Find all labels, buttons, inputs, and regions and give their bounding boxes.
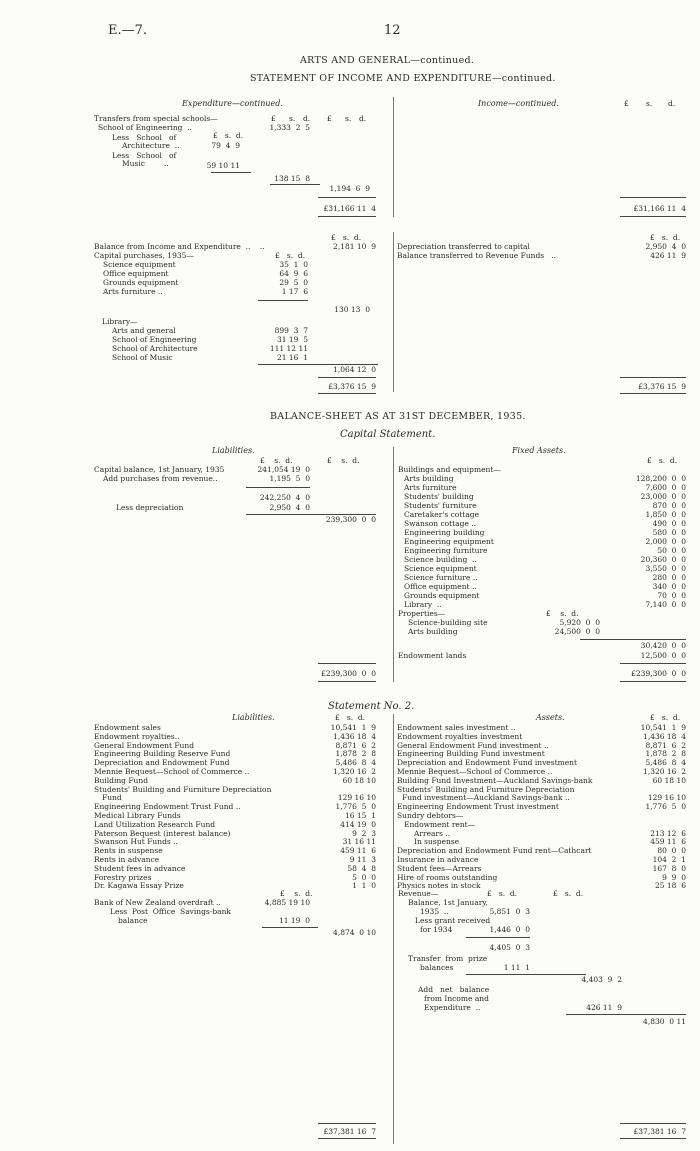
s2-liab-row-label: General Endowment Fund	[94, 740, 195, 750]
s2-liab-row-value: 1,320 16 2	[333, 767, 376, 776]
fixed-asset-label: Science building ..	[404, 555, 477, 564]
col-shilling: s.	[289, 114, 296, 123]
cap-item-value: 1 17 6	[281, 287, 308, 296]
property-label: Science-building site	[408, 618, 488, 627]
capital-left-total: £239,300 0 0	[321, 669, 376, 678]
less-grant-1: Less grant received	[415, 916, 491, 925]
transfer-2: balances	[420, 963, 454, 972]
fixed-asset-value: 340 0 0	[652, 582, 686, 591]
less-dep-label: Less depreciation	[116, 503, 184, 512]
app-left-row-label: Capital purchases, 1935—	[94, 251, 194, 260]
s2-liab-row-value: 5 0 0	[352, 872, 376, 882]
s2-liab-row-value: 9 2 3	[352, 828, 376, 838]
cap-balance-label: Capital balance, 1st January, 1935	[94, 465, 225, 474]
fixed-asset-value: 7,140 0 0	[645, 600, 686, 609]
capital-purchases-total: 130 13 0	[334, 305, 370, 314]
s2-asset-row-label: Engineering Endowment Trust investment	[397, 802, 559, 812]
income-total: £31,166 11 4	[633, 204, 686, 213]
appropriation-left-total: £3,376 15 9	[328, 382, 376, 391]
lib-item-value: 31 19 5	[276, 335, 308, 344]
s2-asset-row-value: 10,541 1 9	[640, 723, 686, 732]
endowment-lands-label: Endowment lands	[398, 651, 467, 660]
s2-liab-row-label: Land Utilization Research Fund	[94, 819, 216, 829]
s2-liab-row-value: 58 4 8	[347, 863, 376, 873]
fixed-asset-value: 580 0 0	[652, 528, 686, 537]
cap-balance-value: 241,054 19 0	[257, 465, 310, 474]
s2-liab-row-label: Engineering Endowment Trust Fund ..	[94, 802, 241, 812]
capital-right-total: £239,300 0 0	[631, 669, 686, 678]
revenue-total: 4,830 0 11	[643, 1017, 686, 1026]
fixed-asset-value: 7,600 0 0	[645, 483, 686, 492]
s2-asset-row-value: 9 9 0	[662, 872, 686, 882]
s2-liab-row-label: Swanson Hut Funds ..	[94, 837, 178, 847]
net-bank: 4,874 0 10	[333, 928, 376, 937]
s2-asset-row-value: 60 18 10	[652, 775, 686, 785]
fixed-asset-label: Grounds equipment	[404, 591, 480, 600]
s2-liab-row-value: 1,776 5 0	[335, 802, 376, 812]
cap-liab-heading: Liabilities.	[212, 446, 255, 455]
bal-jan-1: Balance, 1st January,	[408, 898, 488, 907]
properties-label: Properties—	[398, 609, 446, 618]
s2-liab-heading: Liabilities.	[232, 713, 275, 722]
cap-item-value: 29 5 0	[279, 278, 308, 287]
less-arch-2: Architecture ..	[122, 141, 180, 150]
section-title: ARTS AND GENERAL—continued.	[300, 55, 475, 66]
revenue-sub2: 4,403 9 2	[581, 975, 622, 984]
transfer-value: 1 11 1	[503, 963, 530, 972]
balance-sheet-title: BALANCE-SHEET AS AT 31ST DECEMBER, 1935.	[270, 411, 526, 422]
cap-item-label: Office equipment	[103, 269, 169, 278]
fixed-asset-value: 870 0 0	[652, 501, 686, 510]
s2-liab-row-label: Endowment sales	[94, 723, 161, 732]
s2-asset-row-label: Student fees—Arrears	[397, 863, 482, 873]
eng-label: School of Engineering ..	[98, 123, 193, 132]
s2-liab-row-value: 10,541 1 9	[330, 723, 376, 732]
fixed-asset-value: 280 0 0	[652, 573, 686, 582]
s2-liab-row-label: Dr. Kagawa Essay Prize	[94, 881, 184, 891]
property-value: 24,500 0 0	[554, 627, 600, 636]
fixed-asset-label: Office equipment ..	[404, 582, 477, 591]
s2-asset-row-label: Sundry debtors—	[397, 811, 464, 820]
app-right-row-label: Balance transferred to Revenue Funds ..	[397, 251, 557, 260]
cap-item-label: Grounds equipment	[103, 278, 179, 287]
fixed-asset-value: 20,360 0 0	[640, 555, 686, 564]
add-net-2: from Income and	[424, 994, 489, 1003]
s2-asset-row-label: Endowment rent—	[404, 819, 476, 829]
page-number: 12	[384, 23, 401, 38]
lib-item-value: 21 16 1	[276, 353, 308, 362]
fixed-asset-value: 128,200 0 0	[635, 474, 686, 483]
net-value: 1,194 6 9	[329, 184, 370, 193]
cap-net: 239,300 0 0	[325, 515, 376, 524]
buildings-label: Buildings and equipment—	[398, 465, 501, 474]
s2-asset-row-value: 8,871 6 2	[645, 740, 686, 750]
s2-asset-row-value: 104 2 1	[652, 855, 686, 864]
exp-total: £31,166 11 4	[323, 204, 376, 213]
fixed-asset-label: Science equipment	[404, 564, 477, 573]
s2-asset-row-label: Building Fund Investment—Auckland Savings-bank	[397, 775, 593, 785]
less-grant-value: 1,446 0 0	[489, 925, 530, 934]
bank-label: Bank of New Zealand overdraft ..	[94, 898, 221, 907]
lib-item-value: 899 3 7	[274, 326, 308, 335]
fixed-asset-label: Science furniture ..	[404, 573, 478, 582]
s2-asset-row-value: 1,436 18 4	[643, 731, 686, 741]
app-right-row-label: Depreciation transferred to capital	[397, 242, 530, 251]
transfers-label: Transfers from special schools—	[94, 114, 218, 123]
s2-liab-row-label: Endowment royalties..	[94, 731, 180, 741]
lib-item-label: School of Music	[112, 353, 173, 362]
transfer-1: Transfer from prize	[408, 954, 488, 963]
property-value: 5,920 0 0	[559, 618, 600, 627]
s2-liab-row-label: Rents in suspense	[94, 846, 163, 856]
s2-liab-row-value: 5,486 8 4	[335, 758, 376, 768]
s2-liab-row-value: 1,436 18 4	[333, 731, 376, 741]
property-label: Arts building	[408, 627, 458, 636]
s2-liab-row-value: 8,871 6 2	[335, 740, 376, 750]
s2-asset-row-value: 80 0 0	[657, 846, 686, 856]
less-music-1: Less School of	[112, 151, 177, 160]
app-right-row-value: 2,950 4 0	[645, 242, 686, 251]
s2-liab-row-label: Building Fund	[94, 775, 149, 785]
fixed-asset-value: 50 0 0	[657, 546, 686, 555]
fixed-assets-heading: Fixed Assets.	[512, 446, 566, 455]
s2-asset-row-value: 25 18 6	[654, 881, 686, 891]
s2-assets-total: £37,381 16 7	[633, 1127, 686, 1136]
lib-item-value: 111 12 11	[269, 344, 308, 353]
bal-jan-2: 1935 ..	[420, 907, 449, 916]
s2-liab-row-label: Paterson Bequest (interest balance)	[94, 828, 231, 838]
s2-asset-row-label: Physics notes in stock	[397, 881, 481, 891]
s2-asset-row-label: In suspense	[414, 837, 460, 847]
s2-liab-row-value: 9 11 3	[349, 855, 376, 864]
appropriation-right-total: £3,376 15 9	[638, 382, 686, 391]
s2-liab-row-label: Mennie Bequest—School of Commerce ..	[94, 767, 250, 776]
add-purchases-label: Add purchases from revenue..	[103, 474, 218, 483]
s2-asset-row-value: 459 11 6	[650, 837, 686, 847]
lib-item-label: Arts and general	[112, 326, 176, 335]
s2-asset-row-value: 1,320 16 2	[643, 767, 686, 776]
s2-liab-row-value: 414 19 0	[340, 819, 376, 829]
fixed-asset-label: Caretaker's cottage	[404, 510, 480, 519]
library-total: 1,064 12 0	[333, 365, 376, 374]
less-post-value: 11 19 0	[278, 916, 310, 925]
fixed-asset-label: Students' building	[404, 492, 474, 501]
arch-value: 79 4 9	[211, 141, 240, 150]
s2-liab-row-label: Students' Building and Furniture Depreciation	[94, 784, 272, 794]
s2-asset-row-value: 1,878 2 8	[645, 749, 686, 759]
s2-asset-row-label: Endowment sales investment ..	[397, 723, 516, 732]
s2-liab-row-value: 60 18 10	[342, 775, 376, 785]
eng-value: 1,333 2 5	[269, 123, 310, 132]
app-left-row-label: Balance from Income and Expenditure .. ..	[94, 242, 265, 251]
cap-item-value: 64 9 6	[279, 269, 308, 278]
lib-item-label: School of Engineering	[112, 335, 197, 344]
music-value: 59 10 11	[206, 161, 240, 170]
fixed-asset-value: 70 0 0	[657, 591, 686, 600]
s2-liab-row-label: Forestry prizes	[94, 872, 152, 882]
s2-asset-row-value: 129 16 10	[647, 793, 686, 803]
fixed-asset-label: Library ..	[404, 600, 442, 609]
expenditure-heading: Expenditure—continued.	[182, 99, 283, 108]
fixed-asset-label: Swanson cottage ..	[404, 519, 477, 528]
revenue-sub1: 4,405 0 3	[489, 943, 530, 952]
cap-item-label: Science equipment	[103, 260, 176, 269]
s2-liab-row-label: Engineering Building Reserve Fund	[94, 749, 231, 759]
s2-asset-row-label: Depreciation and Endowment Fund rent—Cathcart	[397, 846, 592, 856]
s2-asset-row-label: Depreciation and Endowment Fund investment	[397, 758, 578, 768]
s2-asset-row-label: General Endowment Fund investment ..	[397, 740, 549, 750]
fixed-asset-value: 23,000 0 0	[640, 492, 686, 501]
cap-item-value: 35 1 0	[279, 260, 308, 269]
income-heading: Income—continued.	[478, 99, 559, 108]
less-arch-1: Less School of	[112, 133, 177, 142]
add-net-1: Add net balance	[418, 985, 490, 994]
fixed-asset-value: 490 0 0	[652, 519, 686, 528]
fixed-asset-label: Arts building	[404, 474, 454, 483]
less-grant-2: for 1934	[420, 925, 453, 934]
fixed-asset-value: 1,850 0 0	[645, 510, 686, 519]
s2-assets-heading: Assets.	[536, 713, 565, 722]
less-post-2: balance	[118, 916, 148, 925]
col-pence: d.	[303, 114, 311, 123]
s2-liab-row-label: Medical Library Funds	[94, 811, 181, 820]
capital-statement-title: Capital Statement.	[340, 429, 436, 440]
s2-liab-row-label: Rents in advance	[94, 855, 160, 864]
s2-liab-row-value: 459 11 6	[340, 846, 376, 856]
less-music-2: Music ..	[122, 159, 169, 168]
s2-asset-row-label: Students' Building and Furniture Depreciation	[397, 784, 575, 794]
app-left-row-value: 2,181 10 9	[333, 242, 376, 251]
fixed-asset-value: 2,000 0 0	[645, 537, 686, 546]
s2-asset-row-label: Endowment royalties investment	[397, 731, 523, 741]
add-net-value: 426 11 9	[586, 1003, 622, 1012]
s2-liab-row-label: Fund	[102, 793, 122, 803]
s2-asset-row-label: Insurance in advance	[397, 855, 479, 864]
s2-liab-row-label: Depreciation and Endowment Fund	[94, 758, 230, 768]
income-expenditure-title: STATEMENT OF INCOME AND EXPENDITURE—continued.	[250, 73, 556, 84]
app-right-row-value: 426 11 9	[650, 251, 686, 260]
fixed-asset-value: 3,550 0 0	[645, 564, 686, 573]
document-code: E.—7.	[108, 23, 148, 38]
add-net-3: Expenditure ..	[424, 1003, 481, 1012]
s2-asset-row-label: Mennie Bequest—School of Commerce ..	[397, 767, 553, 776]
s2-asset-row-value: 167 8 0	[652, 863, 686, 873]
col-pound: £	[271, 114, 276, 123]
s2-liab-row-value: 31 16 11	[342, 837, 376, 847]
lib-item-label: School of Architecture	[112, 344, 198, 353]
s2-asset-row-label: Arrears ..	[414, 828, 451, 838]
s2-asset-row-label: Fund investment—Auckland Savings-bank ..	[402, 793, 570, 803]
bank-value: 4,885 19 10	[264, 898, 310, 907]
s2-asset-row-value: 1,776 5 0	[645, 802, 686, 812]
s2-asset-row-label: Hire of rooms outstanding	[397, 872, 498, 882]
s2-liab-row-value: 16 15 1	[344, 811, 376, 820]
s2-liab-row-value: 1,878 2 8	[335, 749, 376, 759]
s2-liab-total: £37,381 16 7	[323, 1127, 376, 1136]
statement-2-title: Statement No. 2.	[328, 701, 415, 712]
fixed-asset-label: Students' furniture	[404, 501, 477, 510]
endowment-lands-value: 12,500 0 0	[640, 651, 686, 660]
fixed-asset-label: Arts furniture	[404, 483, 457, 492]
s2-liab-row-label: Student fees in advance	[94, 863, 186, 873]
fixed-asset-label: Engineering equipment	[404, 537, 494, 546]
add-purchases-value: 1,195 5 0	[269, 474, 310, 483]
fixed-asset-label: Engineering building	[404, 528, 485, 537]
less-dep-value: 2,950 4 0	[269, 503, 310, 512]
library-label: Library—	[102, 317, 138, 326]
bal-jan-value: 5,851 0 3	[489, 907, 530, 916]
revenue-label: Revenue—	[398, 889, 439, 898]
fixed-asset-label: Engineering furniture	[404, 546, 488, 555]
cap-subtotal: 242,250 4 0	[259, 493, 310, 502]
s2-liab-row-value: 1 1 0	[352, 881, 376, 891]
s2-asset-row-value: 213 12 6	[650, 828, 686, 838]
properties-total: 30,420 0 0	[640, 641, 686, 650]
s2-liab-row-value: 129 16 10	[337, 793, 376, 803]
cap-item-label: Arts furniture ..	[103, 287, 163, 296]
s2-asset-row-value: 5,486 8 4	[645, 758, 686, 768]
less-post-1: Less Post Office Savings-bank	[110, 907, 231, 916]
sub-value: 138 15 8	[274, 174, 310, 183]
s2-asset-row-label: Engineering Building Fund investment	[397, 749, 545, 759]
